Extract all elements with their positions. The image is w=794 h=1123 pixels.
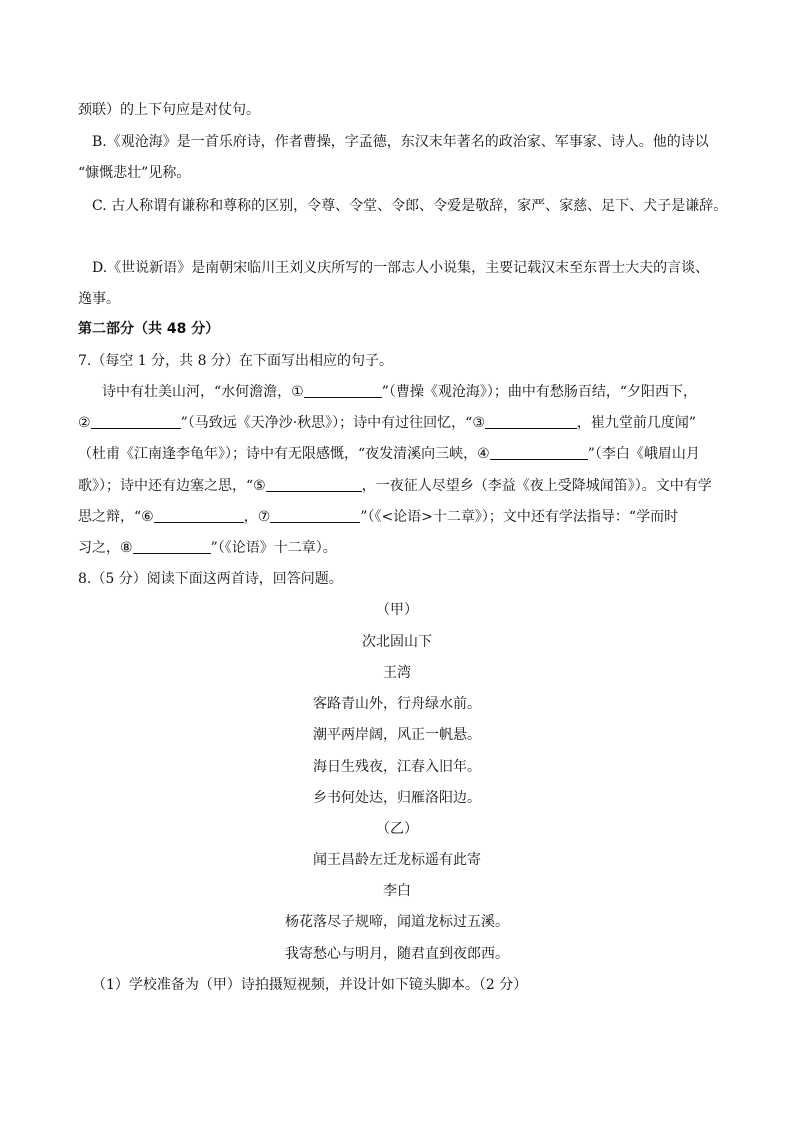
question-7-line6 — [78, 538, 337, 558]
question-7-line4 — [78, 476, 712, 496]
q7-text: ， — [243, 509, 258, 525]
poem-yi-title: 闻王昌龄左迁龙标遥有此寄 — [313, 852, 481, 868]
blank-marker-5: ⑤ — [253, 478, 266, 494]
question-8-stem: 8.（5 分）阅读下面这两首诗，回答问题。 — [78, 571, 343, 587]
q7-text: （杜甫《江南逢李龟年》）；诗中有无限感慨，“夜发清溪向三峡， — [78, 446, 478, 462]
poem-jia-tag: （甲） — [376, 602, 418, 618]
poem-jia-title: 次北固山下 — [362, 634, 432, 650]
blank-marker-2: ② — [78, 415, 91, 431]
poem-jia-author: 王湾 — [383, 665, 411, 681]
blank-marker-6: ⑥ — [141, 509, 154, 525]
q7-text: ，崔九堂前几度闻” — [576, 415, 697, 431]
option-d-line2: 逸事。 — [78, 291, 120, 307]
q7-text: ”（李白《峨眉山月 — [587, 446, 700, 462]
blank-marker-1: ① — [291, 384, 304, 400]
blank-4[interactable] — [490, 445, 588, 460]
blank-marker-4: ④ — [477, 446, 490, 462]
question-7-stem: 7.（每空 1 分，共 8 分）在下面写出相应的句子。 — [78, 353, 393, 369]
q7-text: 诗中有壮美山河，“水何澹澹， — [102, 384, 292, 400]
q7-text: ”（曹操《观沧海》）；曲中有愁肠百结，“夕阳西下， — [381, 384, 698, 400]
option-b-line2: “慷慨悲壮”见称。 — [78, 165, 191, 181]
blank-1[interactable] — [304, 383, 382, 398]
question-7-line1 — [102, 382, 697, 402]
q7-text: 思之辩，“ — [78, 509, 142, 525]
poem-jia-line: 乡书何处达，归雁洛阳边。 — [313, 790, 481, 806]
blank-5[interactable] — [266, 477, 362, 492]
poem-yi-line: 我寄愁心与明月，随君直到夜郎西。 — [285, 946, 509, 962]
poem-yi-line: 杨花落尽子规啼，闻道龙标过五溪。 — [285, 914, 509, 930]
poem-jia-line: 客路青山外，行舟绿水前。 — [313, 696, 481, 712]
blank-7[interactable] — [270, 508, 360, 523]
part-two-heading: 第二部分（共 48 分） — [78, 321, 220, 337]
blank-6[interactable] — [154, 508, 244, 523]
poem-jia-line: 海日生残夜，江春入旧年。 — [313, 759, 481, 775]
poem-jia-line: 潮平两岸阔，风正一帆悬。 — [313, 727, 481, 743]
option-b-line1: B.《观沧海》是一首乐府诗，作者曹操，字孟德，东汉末年著名的政治家、军事家、诗人。他的诗以 — [92, 134, 709, 150]
poem-yi-author: 李白 — [383, 883, 411, 899]
question-8-sub1: （1）学校准备为（甲）诗拍摄短视频，并设计如下镜头脚本。（2 分） — [92, 977, 528, 993]
q7-text: 歌》）；诗中还有边塞之思，“ — [78, 478, 254, 494]
q7-text: ”（《论语》十二章）。 — [210, 540, 337, 556]
q7-text: 习之， — [78, 540, 120, 556]
question-7-line5 — [78, 507, 678, 527]
option-c-line1: C. 古人称谓有谦称和尊称的区别，令尊、令堂、令郎、令爱是敬辞，家严、家慈、足下、犬子是谦辞。 — [92, 198, 728, 214]
blank-2[interactable] — [91, 414, 181, 429]
option-a-tail: 颈联）的上下句应是对仗句。 — [78, 102, 260, 118]
question-7-line3 — [78, 444, 700, 464]
blank-marker-7: ⑦ — [257, 509, 271, 525]
blank-marker-8: ⑧ — [120, 540, 133, 556]
blank-8[interactable] — [133, 539, 211, 554]
poem-yi-tag: （乙） — [376, 821, 418, 837]
question-7-line2 — [78, 413, 696, 433]
blank-3[interactable] — [485, 414, 577, 429]
option-d-line1: D.《世说新语》是南朝宋临川王刘义庆所写的一部志人小说集，主要记载汉末至东晋士大夫的言谈、 — [92, 260, 710, 276]
q7-text: ，一夜征人尽望乡（李益《夜上受降城闻笛》）。文中有学 — [361, 478, 712, 494]
blank-marker-3: ③ — [472, 415, 485, 431]
q7-text: ”（《<论语>十二章》）；文中还有学法指导：“学而时 — [360, 509, 679, 525]
q7-text: ”（马致远《天净沙·秋思》）；诗中有过往回忆，“ — [180, 415, 473, 431]
